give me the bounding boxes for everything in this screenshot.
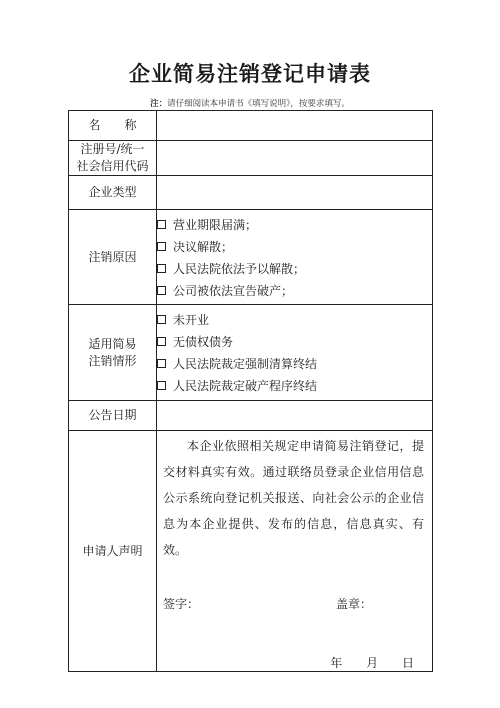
row-situation — [69, 305, 433, 401]
reason-options — [157, 210, 433, 305]
date-day: 日 — [401, 656, 414, 670]
checkbox-icon[interactable] — [157, 242, 166, 251]
row-reason — [69, 210, 433, 305]
row-reg-no — [69, 141, 433, 176]
type-label: 企业类型 — [69, 176, 157, 210]
situation-option-label: 人民法院裁定强制清算终结 — [173, 357, 318, 371]
row-type — [69, 176, 433, 210]
declaration-text: 本企业依照相关规定申请简易注销登记，提交材料真实有效。通过联络员登录企业信用信息公示系统向登记机关报送、向社会公示的企业信息为本企业提供、发布的信息，信息真实、有效。 — [163, 439, 424, 557]
row-declaration — [69, 431, 433, 672]
situation-option-2[interactable] — [157, 331, 432, 353]
date-month: 月 — [366, 656, 379, 670]
date-year: 年 — [330, 656, 343, 670]
reg-no-label-line1: 注册号/统一 — [80, 142, 145, 156]
seal-label[interactable]: 盖章： — [335, 597, 372, 611]
reason-option-label: 决议解散； — [173, 239, 234, 254]
reg-no-label-line2: 社会信用代码 — [76, 159, 149, 173]
situation-label-line2: 注销情形 — [88, 353, 137, 368]
reason-option-3[interactable] — [157, 257, 432, 279]
announce-date-label: 公告日期 — [69, 401, 157, 431]
application-form-table — [68, 110, 433, 672]
situation-label-line1: 适用简易 — [88, 336, 137, 351]
name-field[interactable] — [157, 111, 433, 141]
situation-option-label: 无债权债务 — [173, 335, 234, 349]
announce-date-field[interactable] — [157, 401, 433, 431]
signature-label[interactable]: 签字： — [163, 597, 200, 611]
situation-option-4[interactable] — [157, 375, 432, 397]
reason-option-label: 人民法院依法予以解散； — [173, 261, 306, 276]
checkbox-icon[interactable] — [157, 220, 166, 229]
sign-row — [157, 595, 432, 612]
reason-option-label: 公司被依法宣告破产； — [173, 283, 294, 298]
note-label: 注： — [150, 99, 168, 109]
page-title: 企业简易注销登记申请表 — [129, 62, 371, 86]
checkbox-icon[interactable] — [157, 264, 166, 273]
reason-option-1[interactable] — [157, 213, 432, 235]
row-announce-date — [69, 401, 433, 431]
situation-options — [157, 305, 433, 401]
checkbox-icon[interactable] — [157, 286, 166, 295]
checkbox-icon[interactable] — [157, 315, 166, 324]
situation-label — [69, 305, 157, 401]
type-field[interactable] — [157, 176, 433, 210]
reason-option-label: 营业期限届满； — [173, 217, 258, 232]
reg-no-label — [69, 141, 157, 176]
reason-option-4[interactable] — [157, 279, 432, 301]
situation-option-label: 未开业 — [173, 313, 210, 327]
fill-note — [0, 97, 500, 109]
reg-no-field[interactable] — [157, 141, 433, 176]
situation-option-3[interactable] — [157, 353, 432, 375]
declaration-date — [157, 654, 432, 671]
declaration-label: 申请人声明 — [69, 431, 157, 672]
declaration-cell — [157, 431, 433, 672]
situation-option-label: 人民法院裁定破产程序终结 — [173, 379, 318, 393]
checkbox-icon[interactable] — [157, 381, 166, 390]
note-text: 请仔细阅读本申请书《填写说明》，按要求填写。 — [167, 99, 350, 109]
row-name — [69, 111, 433, 141]
checkbox-icon[interactable] — [157, 337, 166, 346]
reason-option-2[interactable] — [157, 235, 432, 257]
situation-option-1[interactable] — [157, 309, 432, 331]
checkbox-icon[interactable] — [157, 359, 166, 368]
name-label: 名 称 — [69, 111, 157, 141]
reason-label: 注销原因 — [69, 210, 157, 305]
